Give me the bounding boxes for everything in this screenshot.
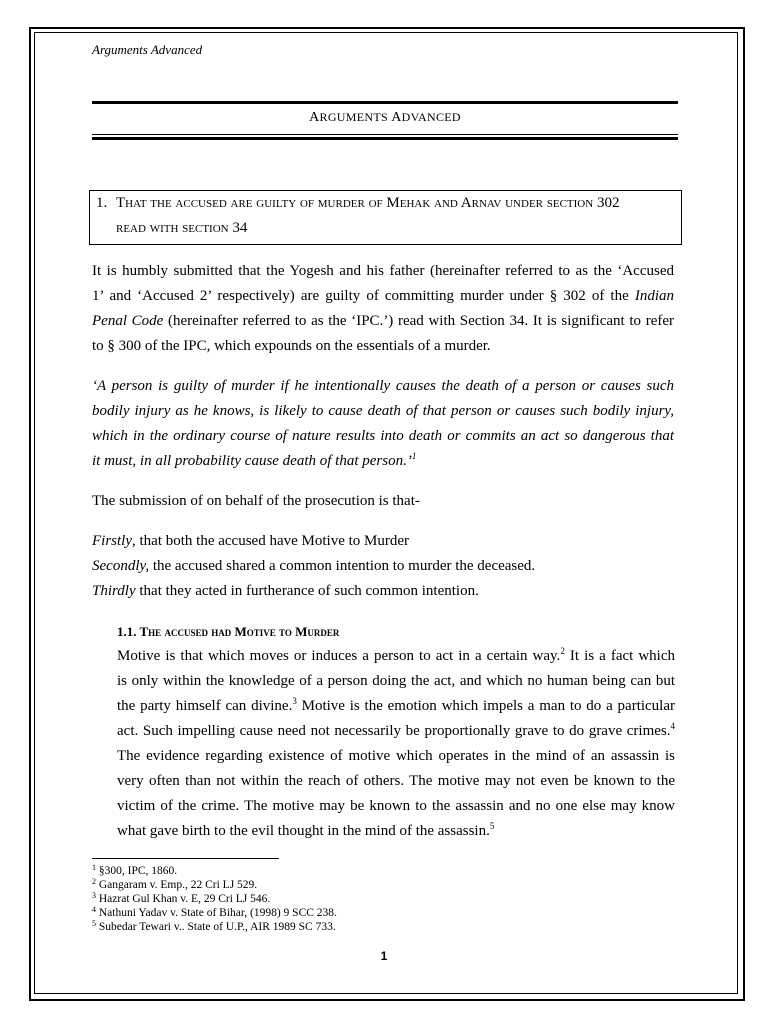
running-header: Arguments Advanced [92, 42, 203, 57]
motive-line-7: victim of the crime. The motive may be known to the assassin and no one else may know [117, 798, 675, 814]
para1-line-2: 1’ and ‘Accused 2’ respectively) are guilty of committing murder under § 302 of the Indian [92, 288, 674, 304]
footnote-separator [92, 858, 279, 859]
point-secondly: Secondly, the accused shared a common intention to murder the deceased. [92, 558, 536, 574]
title-rule-top [92, 101, 678, 104]
footnote-3: $^3$ Hazrat Gul Khan v. E, 29 Cri LJ 546. [92, 891, 271, 905]
page-border-inner [34, 32, 738, 994]
para1-line-1: It is humbly submitted that the Yogesh and his father (hereinafter referred to as the ‘Accused [92, 263, 674, 279]
subsection-heading: 1.1. The accused had Motive to Murder [117, 624, 340, 639]
page-title: ARGUMENTS ADVANCED [309, 110, 461, 125]
footnote-ref-3: 3 [292, 696, 297, 706]
submission-text: The submission of on behalf of the prosecution is that- [92, 493, 420, 509]
page-number: 1 [380, 949, 388, 963]
motive-line-4: act. Such impelling cause need not necessarily be proportionally grave to do grave crimes.$^4$ [117, 721, 675, 739]
footnote-1: $^1$ §300, IPC, 1860. [92, 863, 178, 877]
quote-line-2: bodily injury as he knows, is likely to cause death of that person or causes such bodily injury, [92, 403, 674, 419]
motive-line-8: what gave birth to the evil thought in the mind of the assassin.$^5$ [117, 821, 495, 839]
title-rule-bottom-thin [92, 134, 678, 135]
footnote-ref-2: 2 [560, 646, 565, 656]
section-number: 1. [96, 195, 108, 211]
section-heading-line-2: read with section 34 [116, 220, 248, 236]
motive-line-2: is only within the knowledge of a person doing the act, and which no human being can but [117, 673, 675, 689]
section-heading-box [89, 190, 682, 245]
motive-line-1: Motive is that which moves or induces a person to act in a certain way.$^2$ It is a fact which [117, 646, 676, 664]
point-firstly: Firstly, that both the accused have Motive to Murder [92, 533, 410, 549]
footnote-4: $^4$ Nathuni Yadav v. State of Bihar, (1998) 9 SCC 238. [92, 905, 337, 919]
quote-line-4: it must, in all probability cause death of that person.’$^1$ [92, 451, 417, 469]
title-rule-bottom-thick [92, 137, 678, 140]
footnote-2: $^2$ Gangaram v. Emp., 22 Cri LJ 529. [92, 877, 258, 891]
point-thirdly: Thirdly that they acted in furtherance of such common intention. [92, 583, 479, 599]
quote-line-3: which in the ordinary course of nature results into death or commits an act so dangerous that [92, 428, 674, 444]
footnote-ref-4: 4 [670, 721, 675, 731]
para1-line-4: to § 300 of the IPC, which expounds on the essentials of a murder. [92, 338, 491, 354]
motive-line-5: The evidence regarding existence of motive which operates in the mind of an assassin is [117, 748, 675, 764]
footnote-ref-1: 1 [411, 451, 417, 461]
para1-line-3: Penal Code (hereinafter referred to as the ‘IPC.’) read with Section 34. It is significant to refer [92, 313, 675, 329]
motive-line-3: the party himself can divine.$^3$ Motive is the emotion which impels a man to do a particular [117, 696, 676, 714]
section-heading-line-1: That the accused are guilty of murder of Mehak and Arnav under section 302 [116, 195, 620, 211]
motive-line-6: very often than not within the reach of others. The motive may not even be known to the [117, 773, 675, 789]
footnote-ref-5: 5 [489, 821, 495, 831]
quote-line-1: ‘A person is guilty of murder if he intentionally causes the death of a person or causes such [92, 378, 674, 394]
footnote-5: $^5$ Subedar Tewari v.. State of U.P., AIR 1989 SC 733. [92, 919, 336, 933]
